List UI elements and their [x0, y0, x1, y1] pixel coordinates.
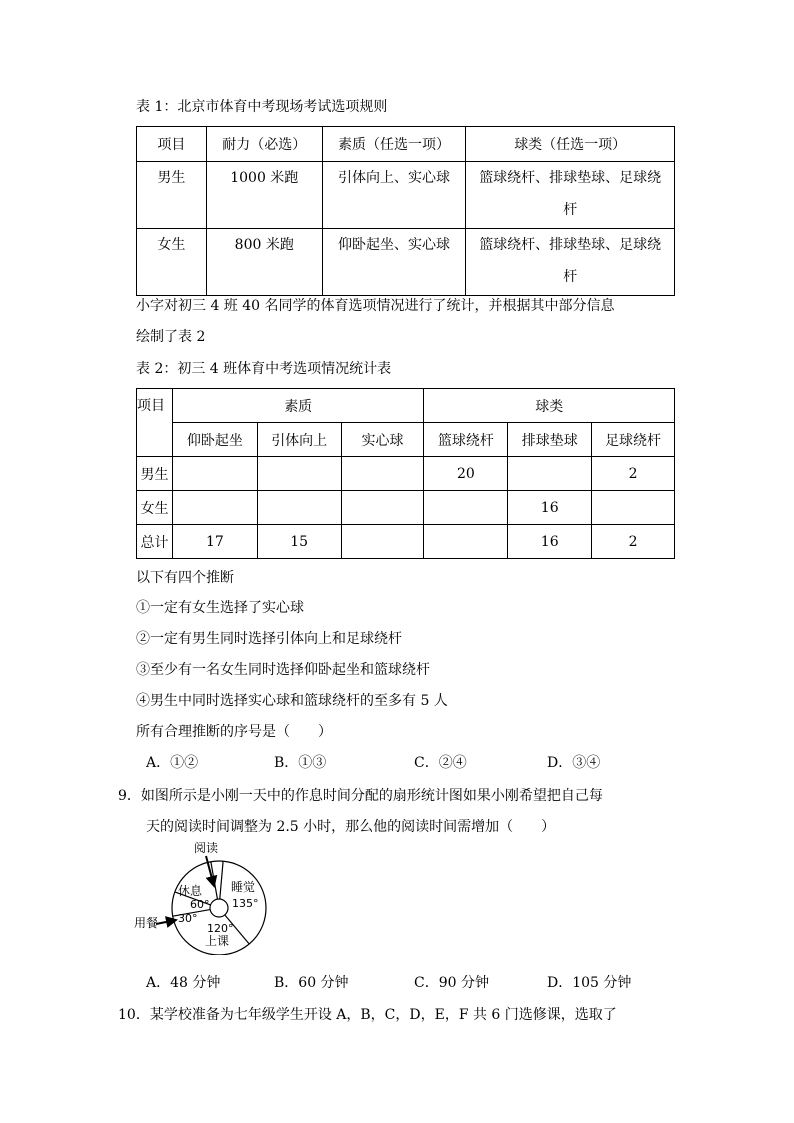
table2-cell: 2 — [592, 457, 675, 491]
table2-row-label: 男生 — [137, 457, 173, 491]
table1-caption: 表 1：北京市体育中考现场考试选项规则 — [136, 99, 388, 115]
q8-item: ①一定有女生选择了实心球 — [136, 600, 304, 616]
table1-cell: 女生 — [137, 229, 207, 296]
table2-cell — [341, 491, 424, 525]
table2-cell — [424, 525, 508, 559]
table2-cell: 17 — [172, 525, 257, 559]
table1-header: 项目 — [137, 127, 207, 162]
slice-angle-meal: 30° — [178, 912, 198, 925]
table1-cell-line: 篮球绕杆、排球垫球、足球绕 — [479, 170, 662, 186]
table2-header-item: 项目 — [137, 389, 173, 457]
table2-cell: 15 — [257, 525, 341, 559]
table2-row-label: 女生 — [137, 491, 173, 525]
slice-label-sleep: 睡觉 — [231, 880, 256, 894]
table1-cell: 1000 米跑 — [206, 162, 322, 229]
table2-header-row — [137, 389, 675, 423]
table2-cell — [341, 525, 424, 559]
q8-item: ③至少有一名女生同时选择仰卧起坐和篮球绕杆 — [136, 662, 430, 678]
table2-subheader: 引体向上 — [257, 423, 341, 457]
table2-subheader: 实心球 — [341, 423, 424, 457]
pie-chart — [134, 840, 284, 955]
table2-row — [137, 491, 675, 525]
slice-angle-rest: 60° — [190, 898, 210, 911]
option-b[interactable]: B．①③ — [274, 755, 327, 771]
option-d[interactable]: D．105 分钟 — [547, 975, 632, 991]
table2-cell — [172, 457, 257, 491]
table2-subheader: 排球垫球 — [508, 423, 592, 457]
q8-item: ④男生中同时选择实心球和篮球绕杆的至多有 5 人 — [136, 693, 448, 709]
table1-row — [137, 162, 675, 229]
q8-item: ②一定有男生同时选择引体向上和足球绕杆 — [136, 631, 402, 647]
slice-angle-sleep: 135° — [232, 897, 259, 910]
table1 — [136, 126, 675, 296]
table2-cell: 20 — [424, 457, 508, 491]
table1-row — [137, 229, 675, 296]
table2-subheader: 篮球绕杆 — [424, 423, 508, 457]
table2-row — [137, 525, 675, 559]
table2-caption: 表 2：初三 4 班体育中考选项情况统计表 — [136, 361, 392, 377]
slice-label-reading: 阅读 — [194, 841, 219, 855]
table1-cell: 引体向上、实心球 — [322, 162, 466, 229]
table2-cell — [341, 457, 424, 491]
table2-subheader: 仰卧起坐 — [172, 423, 257, 457]
table1-cell-line: 杆 — [563, 202, 578, 218]
table2-row-label: 总计 — [137, 525, 173, 559]
option-a[interactable]: A．①② — [146, 755, 199, 771]
option-a[interactable]: A．48 分钟 — [146, 975, 221, 991]
pie-center — [210, 899, 228, 917]
table1-cell-line: 篮球绕杆、排球垫球、足球绕 — [479, 237, 662, 253]
table2-cell: 2 — [592, 525, 675, 559]
intro-line: 绘制了表 2 — [136, 329, 206, 345]
table2-cell — [257, 491, 341, 525]
table2-cell: 16 — [508, 525, 592, 559]
q8-lead: 以下有四个推断 — [136, 570, 234, 586]
table2-row — [137, 457, 675, 491]
table2-cell — [424, 491, 508, 525]
q9-text: 天的阅读时间调整为 2.5 小时，那么他的阅读时间需增加（ ） — [146, 819, 556, 835]
intro-line: 小字对初三 4 班 40 名同学的体育选项情况进行了统计，并根据其中部分信息 — [136, 298, 615, 314]
slice-angle-class: 120° — [207, 922, 234, 935]
table1-header-row — [137, 127, 675, 162]
arrow-meal — [156, 920, 176, 924]
q10-text: 10．某学校准备为七年级学生开设 A，B，C，D，E，F 共 6 门选修课，选取了 — [118, 1007, 617, 1023]
table2-header-quality: 素质 — [172, 389, 424, 423]
option-c[interactable]: C．②④ — [414, 755, 467, 771]
table2-cell — [257, 457, 341, 491]
table1-cell — [466, 162, 675, 229]
table2-subheader-row — [137, 423, 675, 457]
slice-label-rest: 休息 — [178, 884, 203, 898]
table2 — [136, 388, 675, 559]
q8-prompt: 所有合理推断的序号是（ ） — [136, 724, 332, 740]
table1-cell — [466, 229, 675, 296]
table1-cell-line: 杆 — [563, 269, 578, 285]
table2-cell: 16 — [508, 491, 592, 525]
table1-cell: 800 米跑 — [206, 229, 322, 296]
option-d[interactable]: D．③④ — [547, 755, 601, 771]
slice-label-class: 上课 — [205, 934, 230, 948]
table2-cell — [592, 491, 675, 525]
slice-label-meal: 用餐 — [134, 916, 159, 930]
option-b[interactable]: B．60 分钟 — [274, 975, 349, 991]
table2-header-ball: 球类 — [424, 389, 675, 423]
table1-header: 素质（任选一项） — [322, 127, 466, 162]
table2-cell — [508, 457, 592, 491]
table1-header: 球类（任选一项） — [466, 127, 675, 162]
table1-cell: 仰卧起坐、实心球 — [322, 229, 466, 296]
table2-cell — [172, 491, 257, 525]
table1-cell: 男生 — [137, 162, 207, 229]
q9-options — [146, 972, 686, 994]
q9-text: 9．如图所示是小刚一天中的作息时间分配的扇形统计图如果小刚希望把自己每 — [118, 788, 603, 804]
table2-subheader: 足球绕杆 — [592, 423, 675, 457]
option-c[interactable]: C．90 分钟 — [414, 975, 489, 991]
q8-options — [146, 752, 686, 774]
table1-header: 耐力（必选） — [206, 127, 322, 162]
